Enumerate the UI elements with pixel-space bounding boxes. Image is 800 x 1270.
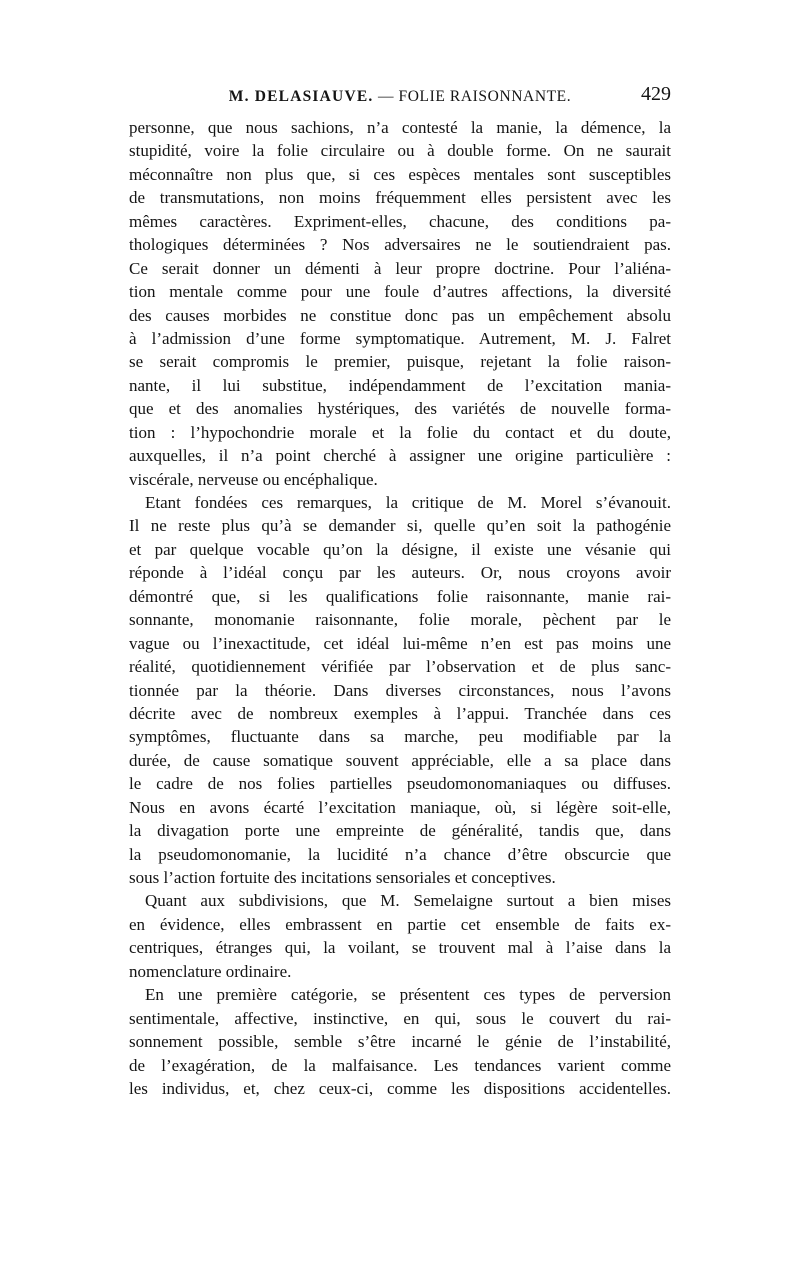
text-line: les individus, et, chez ceux-ci, comme les dispositions accidentelles. (129, 1078, 671, 1098)
text-line: viscérale, nerveuse ou encéphalique. (129, 469, 378, 489)
text-line: réponde à l’idéal conçu par les auteurs. Or, nous croyons avoir (129, 563, 671, 583)
text-line: personne, que nous sachions, n’a contesté la manie, la démence, la (129, 118, 671, 137)
text-line: tion : l’hypochondrie morale et la folie du contact et du doute, (129, 422, 671, 442)
text-line: auxquelles, il n’a point cherché à assigner une origine particulière : (129, 446, 671, 466)
text-line: et par quelque vocable qu’on la désigne, il existe une vésanie qui (129, 539, 671, 559)
text-line: sentimentale, affective, instinctive, en qui, sous le couvert du rai- (129, 1008, 671, 1028)
text-line: de l’exagération, de la malfaisance. Les tendances varient comme (129, 1055, 671, 1075)
text-line: stupidité, voire la folie circulaire ou à double forme. On ne saurait (129, 141, 671, 161)
running-head-title: FOLIE RAISONNANTE. (398, 88, 572, 105)
text-line: en évidence, elles embrassent en partie cet ensemble de faits ex- (129, 914, 671, 934)
text-line: nomenclature ordinaire. (129, 961, 292, 981)
text-line: le cadre de nos folies partielles pseudomonomaniaques ou diffuses. (129, 774, 671, 794)
text-line: réalité, quotidiennement vérifiée par l’observation et de plus sanc- (129, 657, 671, 677)
text-line: Nous en avons écarté l’excitation maniaque, où, si légère soit-elle, (129, 797, 671, 817)
text-line: Etant fondées ces remarques, la critique de M. Morel s’évanouit. (145, 493, 671, 512)
body-text (129, 116, 671, 1100)
text-line: symptômes, fluctuante dans sa marche, peu modifiable par la (129, 727, 671, 747)
text-line: durée, de cause somatique souvent appréciable, elle a sa place dans (129, 750, 671, 770)
running-head (129, 83, 671, 116)
text-line: la pseudomonomanie, la lucidité n’a chance d’être obscurcie que (129, 844, 671, 864)
text-line: En une première catégorie, se présentent ces types de perversion (145, 985, 671, 1005)
text-line: méconnaître non plus que, si ces espèces mentales sont susceptibles (129, 164, 671, 184)
text-line: Quant aux subdivisions, que M. Semelaigne surtout a bien mises (145, 891, 671, 911)
book-page (129, 83, 671, 1100)
page-number: 429 (641, 83, 671, 105)
text-line: nante, il lui substitue, indépendamment de l’excitation mania- (129, 375, 671, 395)
text-line: décrite avec de nombreux exemples à l’appui. Tranchée dans ces (129, 703, 671, 723)
text-line: tionnée par la théorie. Dans diverses circonstances, nous l’avons (129, 680, 671, 700)
running-head-dash: — (377, 88, 395, 105)
text-line: Ce serait donner un démenti à leur propre doctrine. Pour l’aliéna- (129, 258, 671, 278)
text-line: des causes morbides ne constitue donc pas un empêchement absolu (129, 305, 671, 325)
text-line: se serait compromis le premier, puisque, rejetant la folie raison- (129, 352, 671, 372)
text-line: Il ne reste plus qu’à se demander si, quelle qu’en soit la pathogénie (129, 516, 671, 536)
text-line: thologiques déterminées ? Nos adversaires ne le soutiendraient pas. (129, 235, 671, 255)
running-head-author: M. DELASIAUVE. (228, 88, 374, 105)
text-line: la divagation porte une empreinte de généralité, tandis que, dans (129, 821, 671, 841)
text-line: de transmutations, non moins fréquemment elles persistent avec les (129, 188, 671, 208)
text-line: que et des anomalies hystériques, des variétés de nouvelle forma- (129, 399, 671, 419)
text-line: sonnement possible, semble s’être incarné le génie de l’instabilité, (129, 1032, 671, 1052)
text-line: sonnante, monomanie raisonnante, folie morale, pèchent par le (129, 610, 671, 630)
text-line: démontré que, si les qualifications folie raisonnante, manie rai- (129, 586, 671, 606)
text-line: tion mentale comme pour une foule d’autres affections, la diversité (129, 282, 671, 302)
text-line: vague ou l’inexactitude, cet idéal lui-même n’en est pas moins une (129, 633, 671, 653)
text-line: mêmes caractères. Expriment-elles, chacune, des conditions pa- (129, 211, 671, 231)
text-line: sous l’action fortuite des incitations sensoriales et conceptives. (129, 868, 556, 887)
text-line: à l’admission d’une forme symptomatique. Autrement, M. J. Falret (129, 328, 671, 348)
text-line: centriques, étranges qui, la voilant, se trouvent mal à l’aise dans la (129, 938, 671, 958)
